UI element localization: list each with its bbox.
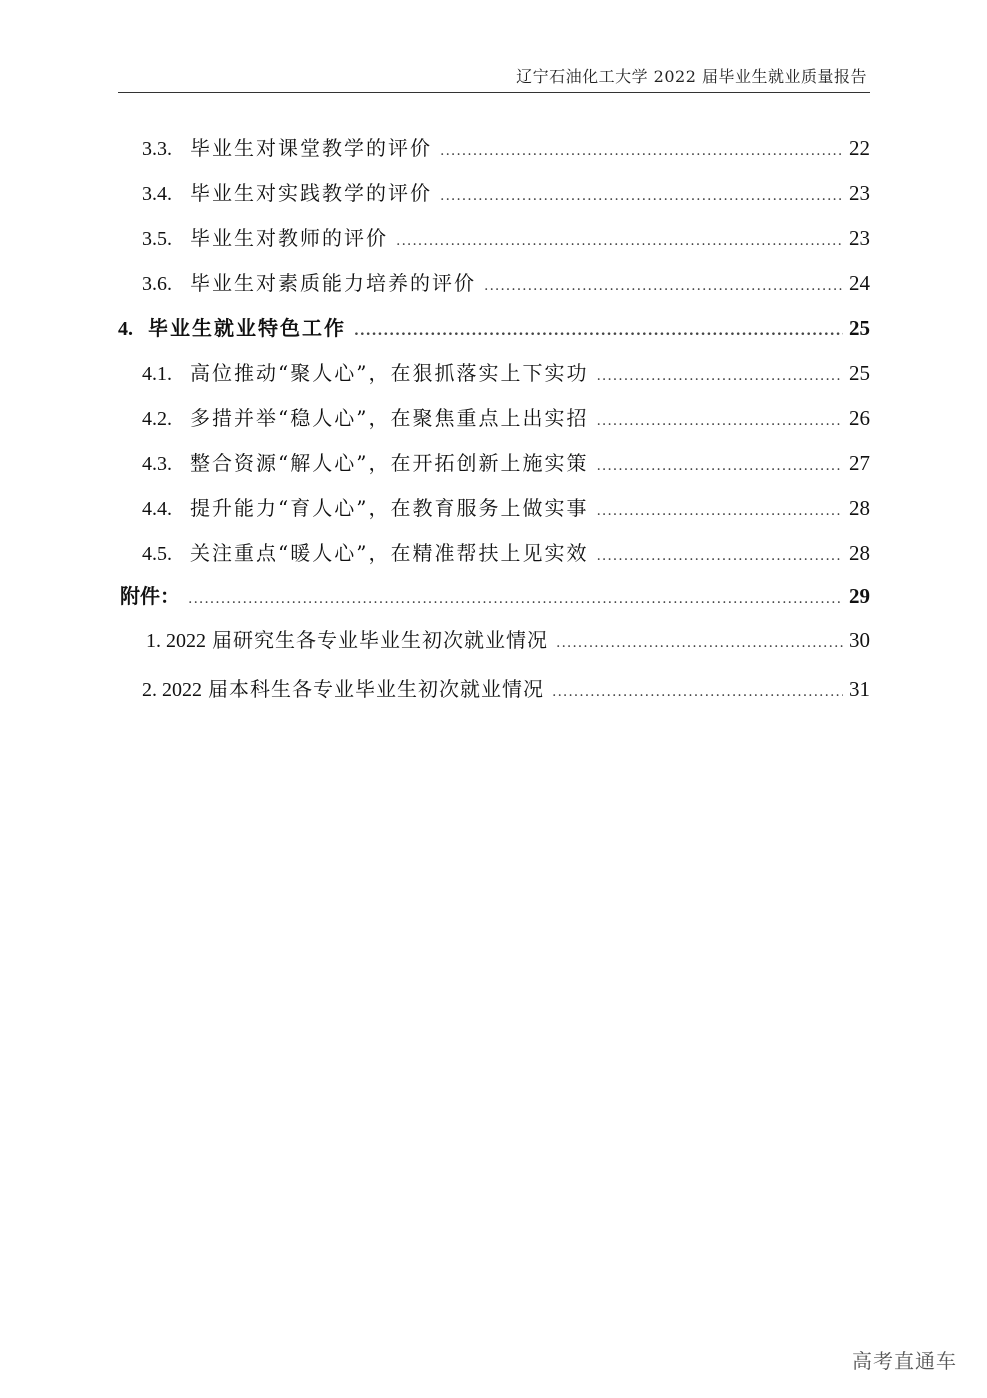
toc-entry-appendix-2[interactable] [142, 669, 870, 709]
toc-entry-4-5[interactable] [142, 533, 870, 573]
toc-leader-dots [596, 356, 843, 396]
toc-entry-title: 届研究生各专业毕业生初次就业情况 [212, 628, 548, 652]
header-rule [118, 92, 870, 93]
toc-entry-title: 高位推动“聚人心”，在狠抓落实上下实功 [190, 361, 589, 385]
toc-entry-appendix-1[interactable] [146, 620, 870, 660]
toc-entry-page: 25 [849, 316, 870, 340]
toc-entry-3-4[interactable] [142, 173, 870, 213]
toc-entry-title: 整合资源“解人心”，在开拓创新上施实策 [190, 451, 589, 475]
toc-leader-dots [596, 536, 843, 576]
toc-entry-number: 4.1. [142, 363, 172, 385]
toc-entry-title: 毕业生对教师的评价 [190, 226, 388, 250]
toc-entry-title: 关注重点“暖人心”，在精准帮扶上见实效 [190, 541, 589, 565]
toc-entry-title: 提升能力“育人心”，在教育服务上做实事 [190, 496, 589, 520]
toc-entry-appendix[interactable] [120, 576, 870, 616]
toc-leader-dots [552, 672, 843, 712]
toc-entry-page: 26 [849, 406, 870, 430]
toc-entry-page: 25 [849, 361, 870, 385]
toc-entry-number: 4.3. [142, 453, 172, 475]
toc-entry-title: 毕业生对课堂教学的评价 [190, 136, 432, 160]
toc-entry-4-2[interactable] [142, 398, 870, 438]
toc-entry-page: 28 [849, 496, 870, 520]
toc-entry-number: 3.5. [142, 228, 172, 250]
toc-leader-dots [440, 131, 843, 171]
toc-leader-dots [440, 176, 843, 216]
toc-leader-dots [596, 446, 843, 486]
toc-entry-page: 29 [849, 584, 870, 608]
toc-entry-number: 1. 2022 [146, 630, 206, 652]
toc-leader-dots [484, 266, 843, 306]
toc-entry-page: 28 [849, 541, 870, 565]
toc-entry-title: 多措并举“稳人心”，在聚焦重点上出实招 [190, 406, 589, 430]
toc-leader-dots [596, 401, 843, 441]
toc-entry-3-6[interactable] [142, 263, 870, 303]
toc-entry-4-1[interactable] [142, 353, 870, 393]
toc-entry-3-3[interactable] [142, 128, 870, 168]
toc-entry-title: 附件： [120, 584, 180, 608]
toc-entry-page: 31 [849, 677, 870, 701]
toc-entry-page: 27 [849, 451, 870, 475]
toc-entry-4-4[interactable] [142, 488, 870, 528]
toc-entry-number: 4.2. [142, 408, 172, 430]
toc-leader-dots [188, 579, 843, 619]
toc-leader-dots [596, 491, 843, 531]
toc-entry-number: 3.6. [142, 273, 172, 295]
toc-entry-page: 30 [849, 628, 870, 652]
toc-entry-number: 3.4. [142, 183, 172, 205]
toc-leader-dots [556, 623, 843, 663]
toc-leader-dots [354, 311, 843, 351]
toc-entry-page: 24 [849, 271, 870, 295]
toc-entry-3-5[interactable] [142, 218, 870, 258]
toc-entry-page: 23 [849, 226, 870, 250]
toc-entry-number: 4.5. [142, 543, 172, 565]
toc-entry-title: 毕业生就业特色工作 [148, 316, 346, 340]
toc-entry-page: 23 [849, 181, 870, 205]
toc-entry-number: 4. [118, 318, 133, 340]
watermark-text: 高考直通车 [852, 1349, 957, 1373]
toc-entry-title: 毕业生对实践教学的评价 [190, 181, 432, 205]
toc-entry-number: 4.4. [142, 498, 172, 520]
toc-leader-dots [396, 221, 843, 261]
toc-entry-title: 届本科生各专业毕业生初次就业情况 [208, 677, 544, 701]
toc-entry-number: 2. 2022 [142, 679, 202, 701]
toc-entry-number: 3.3. [142, 138, 172, 160]
toc-entry-4[interactable] [118, 308, 870, 348]
toc-entry-title: 毕业生对素质能力培养的评价 [190, 271, 476, 295]
toc-entry-page: 22 [849, 136, 870, 160]
toc-entry-4-3[interactable] [142, 443, 870, 483]
running-header: 辽宁石油化工大学 2022 届毕业生就业质量报告 [516, 67, 867, 86]
